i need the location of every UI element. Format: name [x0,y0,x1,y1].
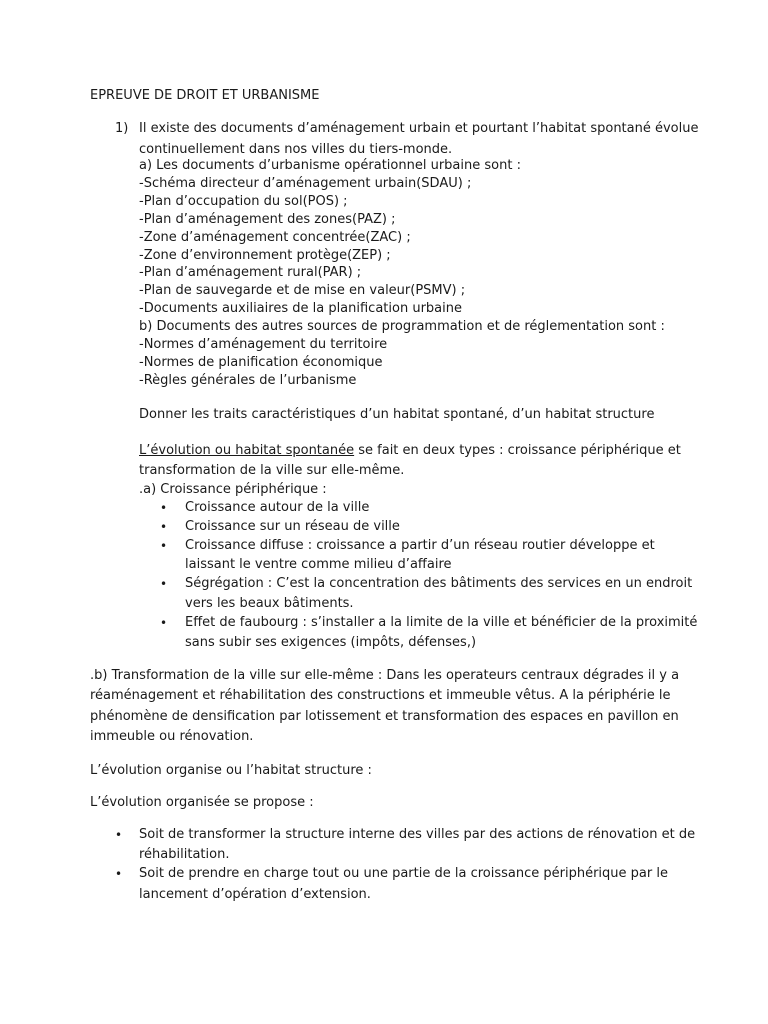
bullet-icon: • [160,577,168,591]
bullet-icon: • [160,539,168,553]
list-item: -Plan de sauvegarde et de mise en valeur(PSMV) ; [139,283,466,298]
list-item: -Normes de planification économique [139,355,383,370]
bullet-item-continuation: lancement d’opération d’extension. [139,887,371,902]
evolution-paragraph-line-1 [139,442,681,460]
list-item: -Règles générales de l’urbanisme [139,373,357,388]
transformation-line: réaménagement et réhabilitation des constructions et immeuble vêtus. A la périphérie le [90,688,671,703]
bullet-item: Soit de transformer la structure interne des villes par des actions de rénovation et de [139,827,696,842]
list-item: -Documents auxiliaires de la planification urbaine [139,301,462,316]
bullet-icon: • [115,828,123,842]
list-item: -Normes d’aménagement du territoire [139,337,388,352]
q1-intro-line-2: continuellement dans nos villes du tiers-monde. [139,142,453,157]
organise-intro: L’évolution organisée se propose : [90,795,314,810]
bullet-icon: • [160,520,168,534]
evolution-paragraph-line-2: transformation de la ville sur elle-même. [139,463,405,478]
bullet-item-continuation: réhabilitation. [139,847,230,862]
bullet-item: Soit de prendre en charge tout ou une partie de la croissance périphérique par le [139,866,668,881]
question-2: Donner les traits caractéristiques d’un habitat spontané, d’un habitat structure [139,407,655,422]
list-item: -Plan d’aménagement rural(PAR) ; [139,265,362,280]
evolution-text: se fait en deux types : croissance périphérique et [354,443,681,458]
section-b-heading: b) Documents des autres sources de programmation et de réglementation sont : [139,319,665,334]
bullet-item: Effet de faubourg : s’installer a la limite de la ville et bénéficier de la proximité [185,615,698,630]
evolution-underlined-term: L’évolution ou habitat spontanée [139,443,355,458]
bullet-item-continuation: vers les beaux bâtiments. [185,596,354,611]
bullet-item: Croissance autour de la ville [185,500,370,515]
bullet-item-continuation: laissant le ventre comme milieu d’affaire [185,557,452,572]
section-a-heading: a) Les documents d’urbanisme opérationnel urbaine sont : [139,158,521,173]
bullet-item-continuation: sans subir ses exigences (impôts, défenses,) [185,635,477,650]
list-item: -Plan d’occupation du sol(POS) ; [139,194,348,209]
list-item: -Plan d’aménagement des zones(PAZ) ; [139,212,396,227]
bullet-icon: • [160,616,168,630]
transformation-line: .b) Transformation de la ville sur elle-même : Dans les operateurs centraux dégrades il y a [90,668,680,683]
bullet-icon: • [160,501,168,515]
organise-heading: L’évolution organise ou l’habitat structure : [90,763,372,778]
question-number: 1) [115,121,129,136]
transformation-line: immeuble ou rénovation. [90,729,254,744]
transformation-line: phénomène de densification par lotissement et transformation des espaces en pavillon en [90,709,679,724]
croissance-heading: .a) Croissance périphérique : [139,482,327,497]
bullet-item: Ségrégation : C’est la concentration des bâtiments des services en un endroit [185,576,693,591]
list-item: -Zone d’environnement protège(ZEP) ; [139,248,391,263]
list-item: -Zone d’aménagement concentrée(ZAC) ; [139,230,411,245]
bullet-item: Croissance diffuse : croissance a partir d’un réseau routier développe et [185,538,655,553]
bullet-icon: • [115,867,123,881]
q1-intro-line-1: Il existe des documents d’aménagement urbain et pourtant l’habitat spontané évolue [139,121,699,136]
list-item: -Schéma directeur d’aménagement urbain(SDAU) ; [139,176,472,191]
document-title: EPREUVE DE DROIT ET URBANISME [90,88,320,103]
bullet-item: Croissance sur un réseau de ville [185,519,400,534]
